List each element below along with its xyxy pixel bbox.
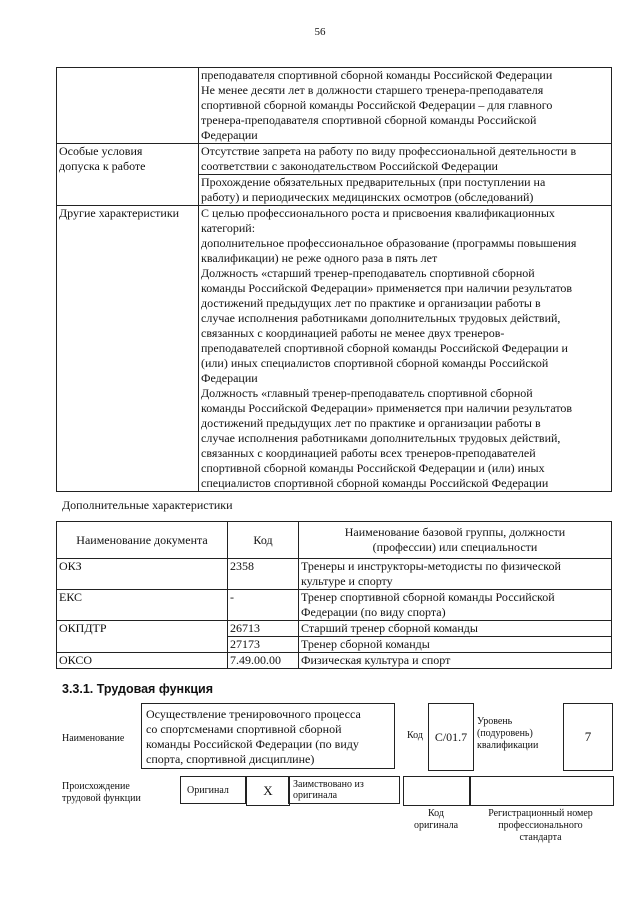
text-line: команды Российской Федерации (по виду xyxy=(146,737,359,751)
cell-name xyxy=(299,559,612,590)
code-value: C/01.7 xyxy=(434,729,468,744)
empty-label-cell xyxy=(57,68,199,144)
original-mark-box xyxy=(246,776,290,806)
cell-code: 2358 xyxy=(228,559,299,590)
level-value: 7 xyxy=(584,729,592,744)
cell-code: - xyxy=(228,590,299,621)
registration-number-caption xyxy=(469,808,612,844)
label-line: Код xyxy=(428,808,444,819)
text-line: культуре и спорту xyxy=(301,574,393,588)
code-value-box xyxy=(428,703,474,771)
text-line: специалистов спортивной сборной команды Российской Федерации xyxy=(201,476,549,490)
text-line: достижений предыдущих лет по практике и организации работы в xyxy=(201,296,541,310)
label-line: Уровень xyxy=(477,716,513,727)
original-code-box xyxy=(403,776,471,806)
text-line: достижений предыдущих лет по практике и организации работы в xyxy=(201,416,541,430)
text-line: С целью профессионального роста и присвоения квалификационных xyxy=(201,206,555,220)
original-label-box xyxy=(180,776,246,804)
table-row xyxy=(57,206,612,492)
cell-name xyxy=(299,590,612,621)
text-line: Не менее десяти лет в должности старшего тренера-преподавателя xyxy=(201,83,544,97)
page-number: 56 xyxy=(314,26,326,38)
function-name-box xyxy=(141,703,395,769)
text-line: преподавателя спортивной сборной команды Российской Федерации xyxy=(201,68,553,82)
text-line: Отсутствие запрета на работу по виду профессиональной деятельности в xyxy=(201,144,577,158)
text-line: случае исполнения работниками дополнительных трудовых действий, xyxy=(201,431,561,445)
section-title: 3.3.1. Трудовая функция xyxy=(62,682,214,696)
original-label: Оригинал xyxy=(187,784,229,796)
cell-name: Физическая культура и спорт xyxy=(299,653,612,669)
special-conditions-label xyxy=(57,144,199,206)
text-line: работу) и периодических медицинских осмотров (обследований) xyxy=(201,190,534,204)
table-row xyxy=(57,653,612,669)
cell-code: 26713 xyxy=(228,621,299,637)
table-row xyxy=(57,144,612,175)
table-row xyxy=(57,590,612,621)
table-row xyxy=(57,621,612,637)
text-line: Должность «главный тренер-преподаватель спортивной сборной xyxy=(201,386,533,400)
table-row xyxy=(57,559,612,590)
cell-doc: ЕКС xyxy=(57,590,228,621)
label-line: профессионального xyxy=(498,820,583,831)
text-line: соответствии с законодательством Российской Федерации xyxy=(201,159,498,173)
other-characteristics-label: Другие характеристики xyxy=(57,206,199,492)
code-label: Код xyxy=(407,730,423,741)
label-line: допуска к работе xyxy=(59,159,146,173)
text-line: Федерации xyxy=(201,371,258,385)
text-line: спортивной сборной команды Российской Федерации – для главного xyxy=(201,98,553,112)
requirements-cell xyxy=(199,68,612,144)
additional-characteristics-table xyxy=(56,521,612,669)
original-code-caption xyxy=(403,808,469,832)
header-line: (профессии) или специальности xyxy=(372,540,538,554)
text-line: спорта, спортивной дисциплине) xyxy=(146,752,315,766)
text-line: Должность «старший тренер-преподаватель спортивной сборной xyxy=(201,266,535,280)
text-line: Федерации (по виду спорта) xyxy=(301,605,446,619)
label-line: оригинала xyxy=(293,790,338,801)
cell-doc: ОКСО xyxy=(57,653,228,669)
special-conditions-p2 xyxy=(199,175,612,206)
registration-number-box xyxy=(469,776,614,806)
label-line: Регистрационный номер xyxy=(488,808,593,819)
cell-doc: ОКПДТР xyxy=(57,621,228,653)
cell-code: 7.49.00.00 xyxy=(228,653,299,669)
header-name xyxy=(299,522,612,559)
text-line: дополнительное профессиональное образование (программы повышения xyxy=(201,236,577,250)
name-label: Наименование xyxy=(62,733,125,744)
borrowed-box xyxy=(288,776,400,804)
text-line: (или) иных специалистов спортивной сборной команды Российской xyxy=(201,356,549,370)
text-line: команды Российской Федерации» применяется при наличии результатов xyxy=(201,401,573,415)
additional-characteristics-heading: Дополнительные характеристики xyxy=(62,498,233,512)
label-line: стандарта xyxy=(519,832,562,843)
cell-doc: ОКЗ xyxy=(57,559,228,590)
text-line: случае исполнения работниками дополнительных трудовых действий, xyxy=(201,311,561,325)
text-line: Осуществление тренировочного процесса xyxy=(146,707,361,721)
text-line: со спортсменами спортивной сборной xyxy=(146,722,342,736)
original-mark: X xyxy=(263,783,273,798)
cell-name: Тренер сборной команды xyxy=(299,637,612,653)
header-line: Наименование базовой группы, должности xyxy=(344,525,566,539)
qualification-level-label xyxy=(477,716,538,752)
header-code: Код xyxy=(228,522,299,559)
text-line: Федерации xyxy=(201,128,258,142)
cell-code: 27173 xyxy=(228,637,299,653)
text-line: Тренер спортивной сборной команды Российской xyxy=(301,590,555,604)
label-line: оригинала xyxy=(413,820,459,831)
label-line: Особые условия xyxy=(59,144,143,158)
label-line: (подуровень) xyxy=(477,728,533,739)
level-value-box xyxy=(563,703,613,771)
label-line: Заимствовано из xyxy=(293,779,364,790)
table-row xyxy=(57,68,612,144)
text-line: категорий: xyxy=(201,221,256,235)
text-line: Тренеры и инструкторы-методисты по физической xyxy=(301,559,561,573)
text-line: связанных с координацией работы не менее двух тренеров- xyxy=(201,326,505,340)
special-conditions-p1 xyxy=(199,144,612,175)
text-line: спортивной сборной команды Российской Федерации и (или) иных xyxy=(201,461,545,475)
text-line: квалификации) не реже одного раза в пять лет xyxy=(201,251,438,265)
label-line: квалификации xyxy=(477,740,539,751)
header-doc: Наименование документа xyxy=(57,522,228,559)
text-line: команды Российской Федерации» применяется при наличии результатов xyxy=(201,281,573,295)
label-line: Происхождение xyxy=(62,781,130,792)
text-line: связанных с координацией работы всех тренеров-преподавателей xyxy=(201,446,536,460)
characteristics-table xyxy=(56,67,612,492)
table-header-row xyxy=(57,522,612,559)
cell-name: Старший тренер сборной команды xyxy=(299,621,612,637)
origin-label xyxy=(62,781,141,805)
label-line: трудовой функции xyxy=(62,793,141,804)
text-line: преподавателей спортивной сборной команды Российской Федерации и xyxy=(201,341,568,355)
text-line: тренера-преподавателя спортивной сборной команды Российской xyxy=(201,113,537,127)
text-line: Прохождение обязательных предварительных (при поступлении на xyxy=(201,175,546,189)
other-characteristics-text xyxy=(199,206,612,492)
